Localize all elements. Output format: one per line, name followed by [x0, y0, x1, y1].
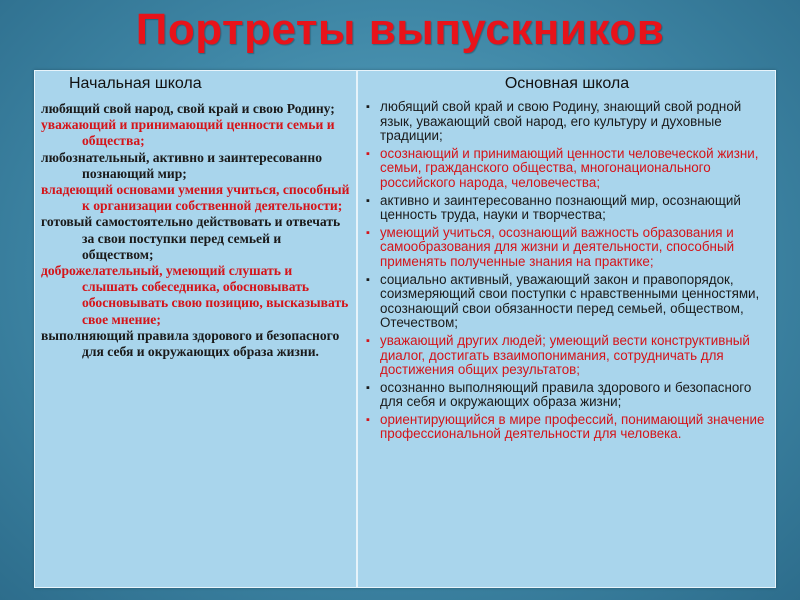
bullet-icon: ▪	[366, 413, 370, 426]
list-item: уважающий и принимающий ценности семьи и общества;	[41, 117, 335, 149]
bullet-icon: ▪	[366, 194, 370, 207]
list-item-text: уважающий других людей; умеющий вести конструктивный диалог, достигать взаимопонимания, сотрудничать для достижения общих результатов;	[380, 332, 750, 378]
list-item	[366, 147, 770, 191]
list-item	[366, 381, 770, 410]
bullet-icon: ▪	[366, 273, 370, 286]
list-item-text: социально активный, уважающий закон и правопорядок, соизмеряющий свои поступки с нравственными ценностями, осознающий свои обязанности перед семьей, обществом, Отечеством;	[380, 271, 760, 331]
comparison-table	[34, 70, 776, 588]
primary-school-header: Начальная школа	[69, 75, 202, 92]
list-item: готовый самостоятельно действовать и отвечать за свои поступки перед семьей и обществом;	[41, 214, 341, 262]
basic-school-header: Основная школа	[504, 75, 630, 92]
bullet-icon: ▪	[366, 101, 370, 113]
list-item-text: осознающий и принимающий ценности человеческой жизни, семьи, гражданского общества, многонационального российского народа, человечества;	[380, 145, 759, 190]
slide-title: Портреты выпускников	[135, 5, 665, 54]
list-item	[366, 273, 770, 331]
list-item-text: осознанно выполняющий правила здорового и безопасного для себя и окружающих образа жизни;	[380, 379, 752, 410]
primary-school-column	[35, 71, 355, 587]
bullet-icon: ▪	[366, 147, 370, 160]
list-item: любящий свой народ, свой край и свою Родину;	[41, 101, 335, 116]
bullet-icon: ▪	[366, 381, 370, 394]
bullet-icon: ▪	[366, 226, 370, 239]
primary-school-list	[35, 101, 355, 360]
list-item-text: ориентирующийся в мире профессий, понимающий значение профессиональной деятельности для человека.	[380, 411, 765, 442]
list-item-text: любящий свой край и свою Родину, знающий свой родной язык, уважающий свой народ, его культуру и духовные традиции;	[380, 99, 742, 144]
list-item	[366, 100, 770, 144]
list-item: владеющий основами умения учиться, способный к организации собственной деятельности;	[41, 182, 350, 214]
basic-school-column	[358, 71, 776, 587]
list-item-text: умеющий учиться, осознающий важность образования и самообразования для жизни и деятельности, способный применять полученные знания на практике;	[380, 224, 735, 269]
basic-school-list	[358, 100, 776, 442]
list-item: выполняющий правила здорового и безопасного для себя и окружающих образа жизни.	[41, 327, 340, 360]
list-item	[366, 413, 770, 442]
bullet-icon: ▪	[366, 334, 370, 347]
list-item	[366, 226, 770, 270]
list-item-text: активно и заинтересованно познающий мир, осознающий ценность труда, науки и творчества;	[380, 192, 741, 223]
list-item	[366, 194, 770, 223]
list-item: любознательный, активно и заинтересованно познающий мир;	[41, 149, 322, 181]
list-item: доброжелательный, умеющий слушать и слышать собеседника, обосновывать обосновывать свою позицию, высказывать свое мнение;	[41, 263, 349, 327]
list-item	[366, 334, 770, 378]
